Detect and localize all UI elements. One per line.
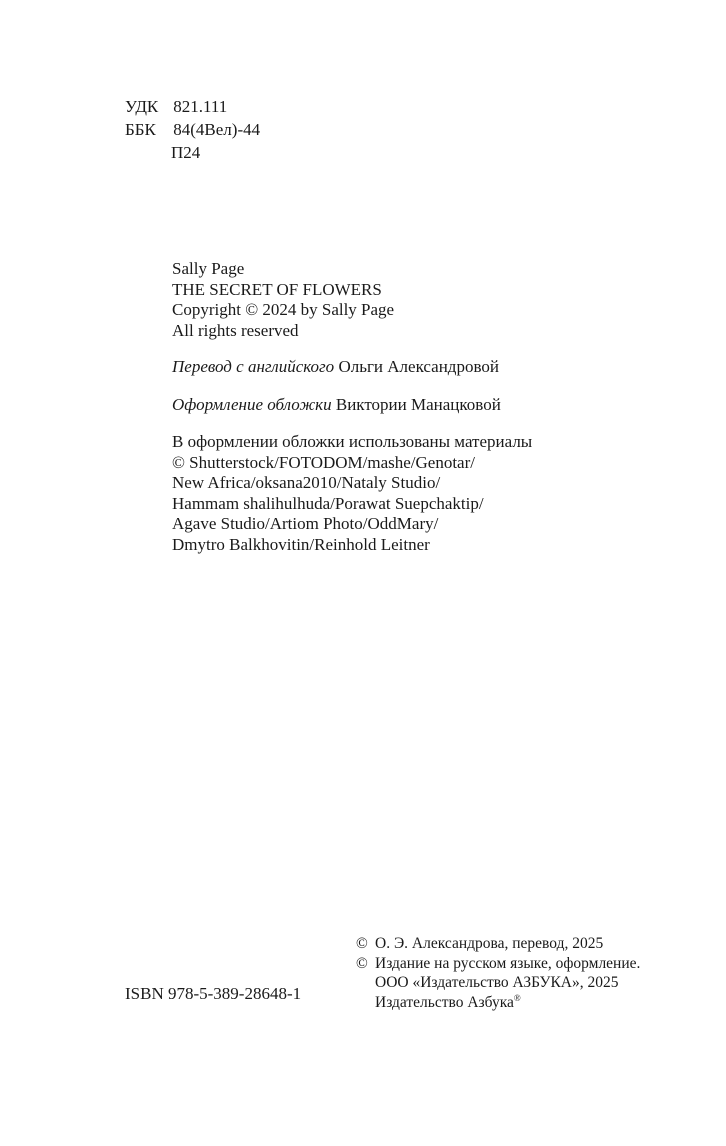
copyright-line [356, 973, 640, 993]
cover-materials-line: В оформлении обложки использованы материалы [172, 432, 533, 451]
original-copyright: Copyright © 2024 by Sally Page [172, 300, 395, 319]
translation-credit [172, 357, 692, 378]
cover-materials-line: Hammam shalihulhuda/Porawat Suepchaktip/ [172, 493, 484, 513]
copyright-text: О. Э. Александрова, перевод, 2025 [375, 935, 604, 952]
cover-materials-line: Agave Studio/Artiom Photo/OddMary/ [172, 514, 439, 533]
copyright-text: Издательство Азбука [375, 993, 514, 1011]
cover-materials-line: New Africa/oksana2010/Nataly Studio/ [172, 473, 441, 492]
copyright-symbol: © [356, 935, 368, 952]
rights-reserved: All rights reserved [172, 320, 299, 340]
udk-label: УДК [125, 97, 159, 116]
copyright-line [356, 993, 640, 1013]
translation-label: Перевод с английского [172, 357, 335, 376]
cover-designer-name: Виктории Манацковой [335, 394, 501, 414]
cover-design-label: Оформление обложки [172, 394, 332, 414]
imprint-info [172, 259, 692, 555]
author-mark: П24 [171, 143, 201, 162]
cover-materials-line: © Shutterstock/FOTODOM/mashe/Genotar/ [172, 452, 475, 472]
udk-row [125, 95, 260, 118]
bbk-label: ББК [125, 120, 156, 139]
copyright-symbol: © [356, 954, 368, 972]
copyright-text: ООО «Издательство АЗБУКА», 2025 [375, 974, 619, 991]
copyright-line [356, 954, 640, 974]
copyright-line [356, 934, 640, 954]
copyright-block [356, 934, 640, 1012]
isbn: ISBN 978-5-389-28648-1 [125, 984, 302, 1003]
original-author: Sally Page [172, 259, 245, 278]
classification-block [125, 95, 260, 164]
translator-name: Ольги Александровой [338, 357, 499, 376]
cover-design-credit [172, 395, 692, 416]
cover-materials-line: Dmytro Balkhovitin/Reinhold Leitner [172, 534, 430, 554]
registered-mark: ® [513, 992, 521, 1003]
bbk-value: 84(4Вел)-44 [173, 120, 261, 139]
bbk-row [125, 118, 260, 141]
copyright-text: Издание на русском языке, оформление. [375, 954, 641, 972]
original-title: THE SECRET OF FLOWERS [172, 279, 382, 299]
udk-value: 821.111 [173, 97, 228, 116]
